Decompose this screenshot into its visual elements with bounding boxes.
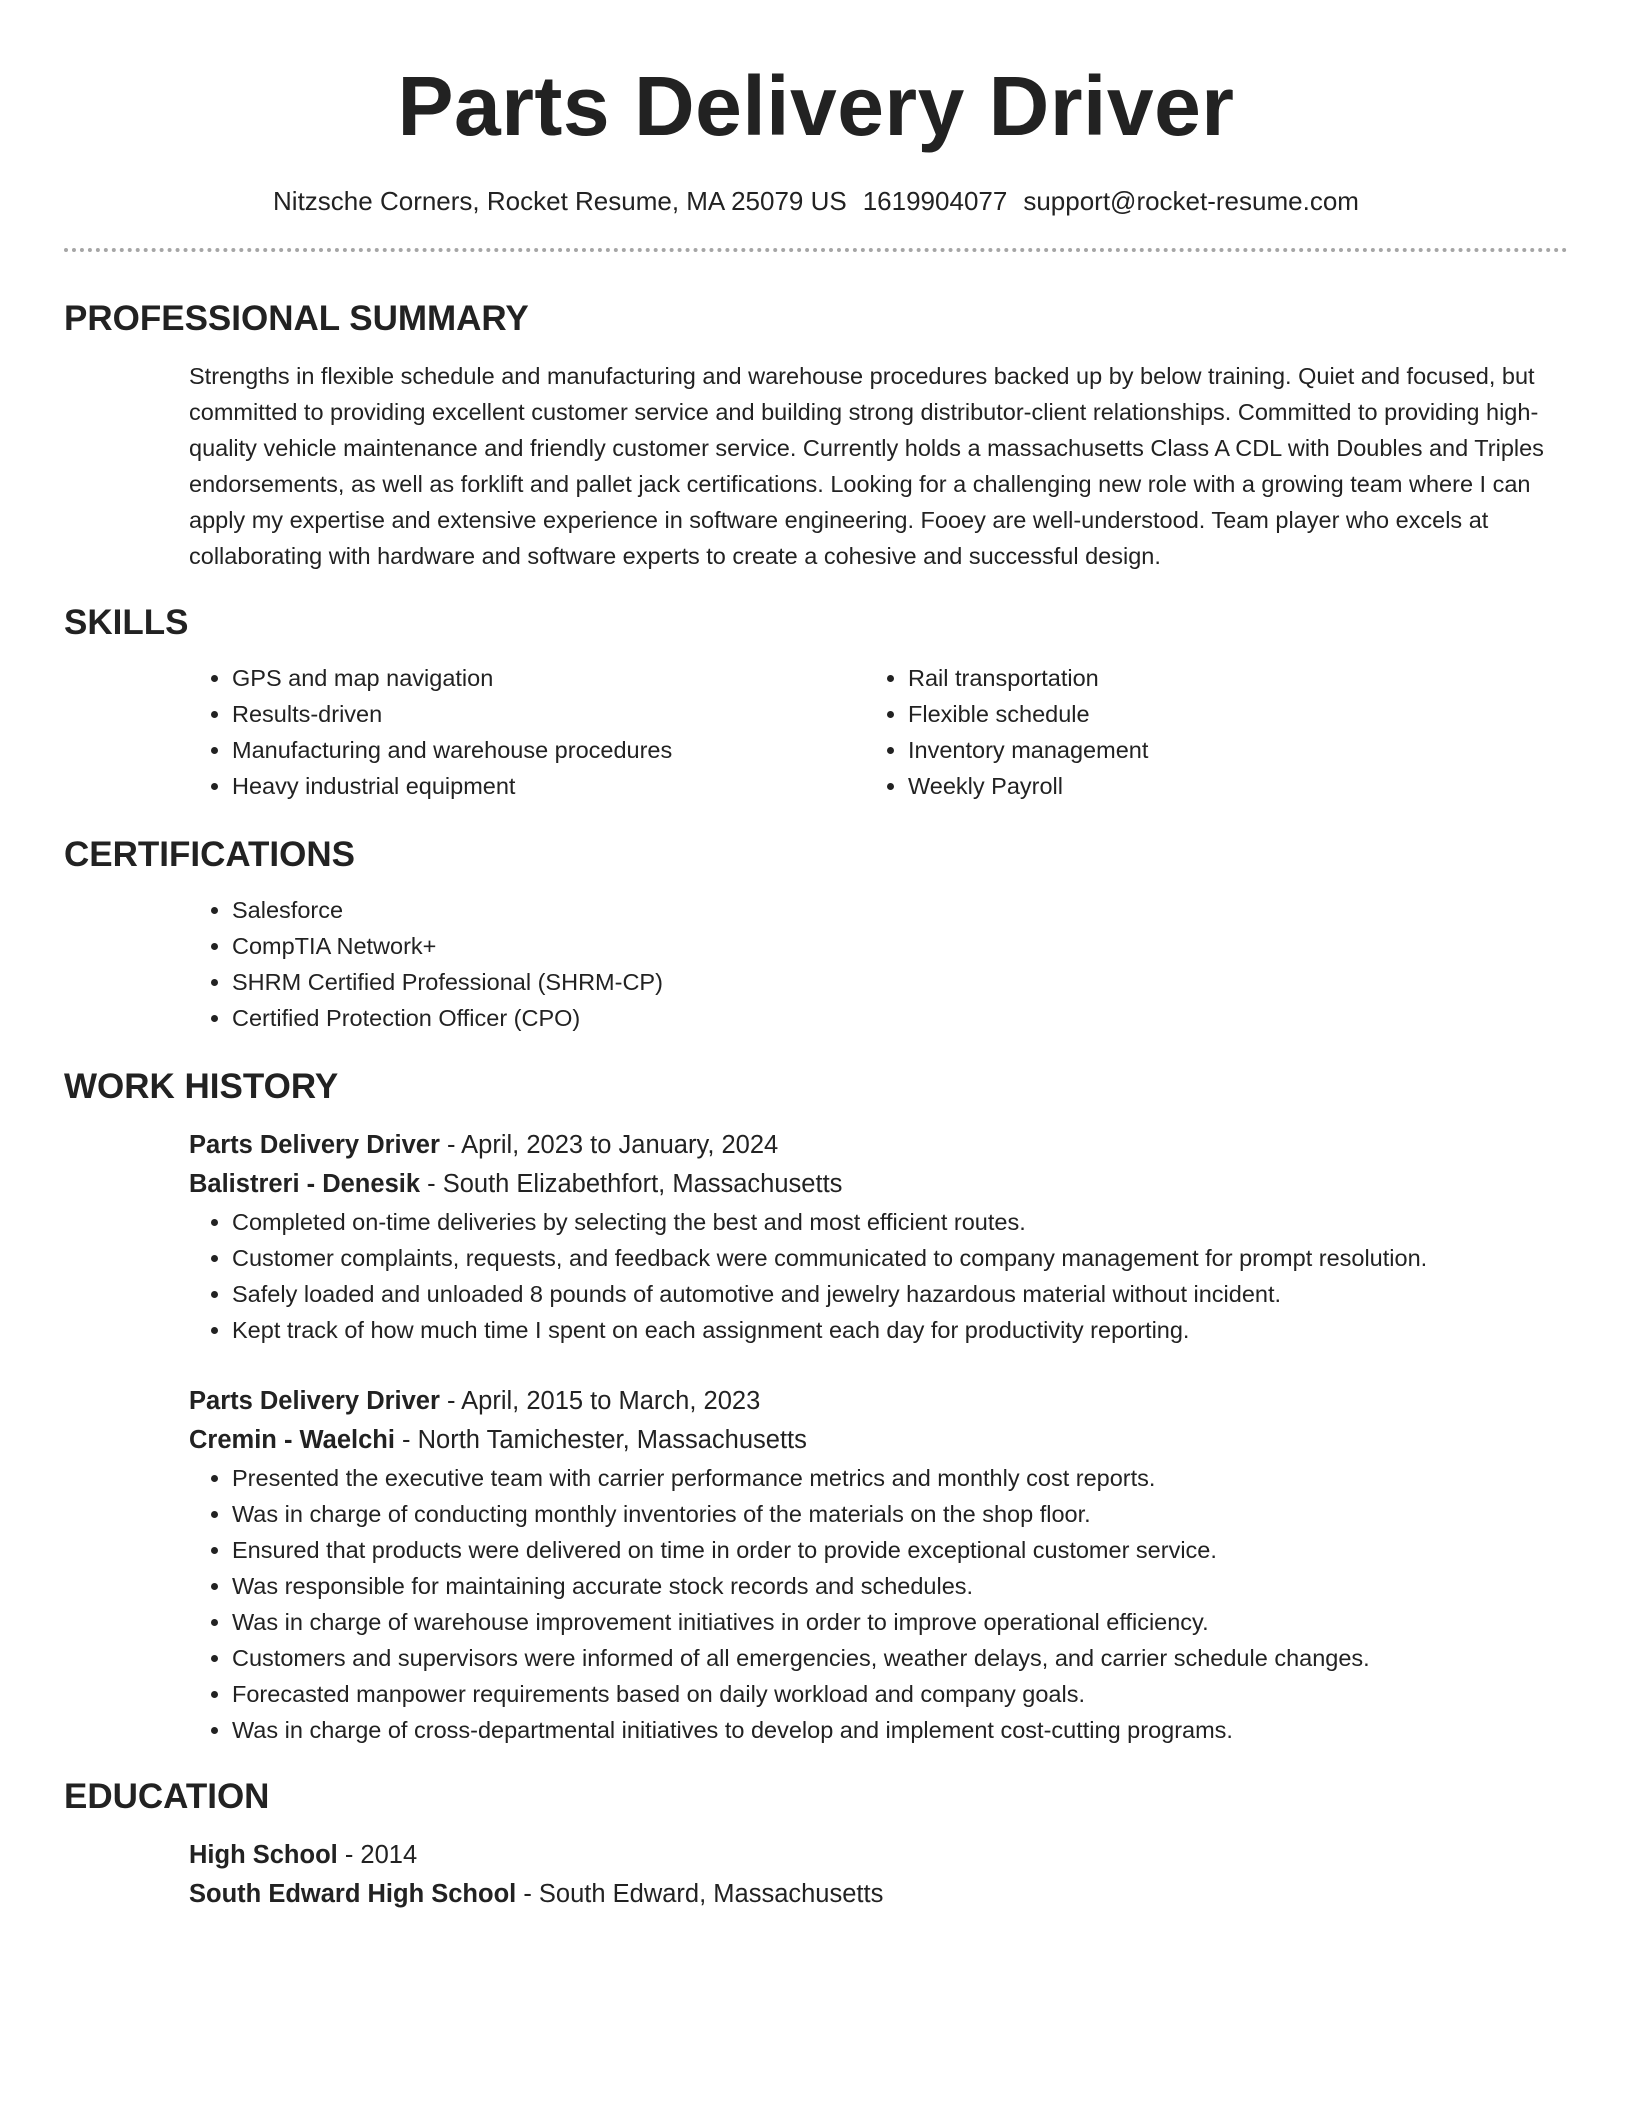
skill-item: • Results-driven xyxy=(232,696,865,732)
certification-item: • Certified Protection Officer (CPO) xyxy=(232,1000,1568,1036)
job-duty-item: • Was responsible for maintaining accurate stock records and schedules. xyxy=(232,1568,1568,1604)
education-school: South Edward High School xyxy=(189,1880,517,1908)
job-duty-item: • Presented the executive team with carrier performance metrics and monthly cost reports. xyxy=(232,1460,1568,1496)
candidate-name: Parts Delivery Driver xyxy=(397,59,1235,153)
job-entry xyxy=(189,1382,1568,1748)
contact-line xyxy=(64,184,1568,218)
job-company: Balistreri - Denesik xyxy=(189,1170,421,1198)
job-title-line xyxy=(189,1126,1568,1165)
summary-heading: PROFESSIONAL SUMMARY xyxy=(64,299,529,338)
skills-list xyxy=(189,660,1568,804)
work-history-heading: WORK HISTORY xyxy=(64,1067,339,1106)
job-duty-item: • Customers and supervisors were informed of all emergencies, weather delays, and carrier schedule changes. xyxy=(232,1640,1568,1676)
job-duty-item: • Completed on-time deliveries by selecting the best and most efficient routes. xyxy=(232,1204,1568,1240)
job-dates: - April, 2015 to March, 2023 xyxy=(439,1387,761,1415)
job-dates: - April, 2023 to January, 2024 xyxy=(439,1131,779,1159)
contact-address: Nitzsche Corners, Rocket Resume, MA 25079 US xyxy=(273,186,847,216)
job-company-line xyxy=(189,1165,1568,1204)
job-role: Parts Delivery Driver xyxy=(189,1387,440,1415)
education-year: - 2014 xyxy=(337,1841,418,1869)
resume-header xyxy=(64,0,1568,218)
skills-column-left xyxy=(189,660,865,804)
job-title-line xyxy=(189,1382,1568,1421)
job-duty-item: • Forecasted manpower requirements based on daily workload and company goals. xyxy=(232,1676,1568,1712)
job-company: Cremin - Waelchi xyxy=(189,1426,395,1454)
job-duties xyxy=(189,1204,1568,1348)
job-location: - North Tamichester, Massachusetts xyxy=(394,1426,807,1454)
job-duty-item: • Customer complaints, requests, and feedback were communicated to company management for prompt resolution. xyxy=(232,1240,1568,1276)
skill-item: • GPS and map navigation xyxy=(232,660,865,696)
summary-text: Strengths in flexible schedule and manufacturing and warehouse procedures backed up by below training. Quiet and focused, but committed to providing excellent customer service and building strong distributor-client relationships. Committed to providing high-quality vehicle maintenance and friendly customer service. Currently holds a massachusetts Class A CDL with Doubles and Triples endorsements, as well as forklift and pallet jack certifications. Looking for a challenging new role with a growing team where I can apply my expertise and extensive experience in software engineering. Fooey are well-understood. Team player who excels at collaborating with hardware and software experts to create a cohesive and successful design. xyxy=(189,363,1544,569)
job-company-line xyxy=(189,1421,1568,1460)
education-entry xyxy=(189,1836,1568,1914)
skill-item: • Heavy industrial equipment xyxy=(232,768,865,804)
education-degree: High School xyxy=(189,1841,338,1869)
job-duty-item: • Was in charge of warehouse improvement initiatives in order to improve operational efficiency. xyxy=(232,1604,1568,1640)
skill-item: • Manufacturing and warehouse procedures xyxy=(232,732,865,768)
skill-item: • Rail transportation xyxy=(908,660,1541,696)
contact-phone: 1619904077 xyxy=(862,186,1008,216)
job-duty-item: • Was in charge of cross-departmental initiatives to develop and implement cost-cutting programs. xyxy=(232,1712,1568,1748)
certifications-heading: CERTIFICATIONS xyxy=(64,835,356,874)
skill-item: • Flexible schedule xyxy=(908,696,1541,732)
contact-email: support@rocket-resume.com xyxy=(1023,186,1359,216)
job-duty-item: • Was in charge of conducting monthly inventories of the materials on the shop floor. xyxy=(232,1496,1568,1532)
education-heading: EDUCATION xyxy=(64,1777,270,1816)
skills-heading: SKILLS xyxy=(64,603,189,642)
job-location: - South Elizabethfort, Massachusetts xyxy=(420,1170,843,1198)
job-role: Parts Delivery Driver xyxy=(189,1131,440,1159)
education-school-line xyxy=(189,1875,1568,1914)
skills-column-right xyxy=(865,660,1541,804)
education-location: - South Edward, Massachusetts xyxy=(516,1880,884,1908)
certifications-list xyxy=(189,892,1568,1036)
certification-item: • SHRM Certified Professional (SHRM-CP) xyxy=(232,964,1568,1000)
job-duty-item: • Safely loaded and unloaded 8 pounds of automotive and jewelry hazardous material without incident. xyxy=(232,1276,1568,1312)
job-duty-item: • Kept track of how much time I spent on each assignment each day for productivity reporting. xyxy=(232,1312,1568,1348)
certification-item: • CompTIA Network+ xyxy=(232,928,1568,964)
education-degree-line xyxy=(189,1836,1568,1875)
job-entry xyxy=(189,1126,1568,1348)
skill-item: • Weekly Payroll xyxy=(908,768,1541,804)
header-divider xyxy=(64,248,1568,252)
certification-item: • Salesforce xyxy=(232,892,1568,928)
job-duty-item: • Ensured that products were delivered on time in order to provide exceptional customer service. xyxy=(232,1532,1568,1568)
skill-item: • Inventory management xyxy=(908,732,1541,768)
job-duties xyxy=(189,1460,1568,1748)
